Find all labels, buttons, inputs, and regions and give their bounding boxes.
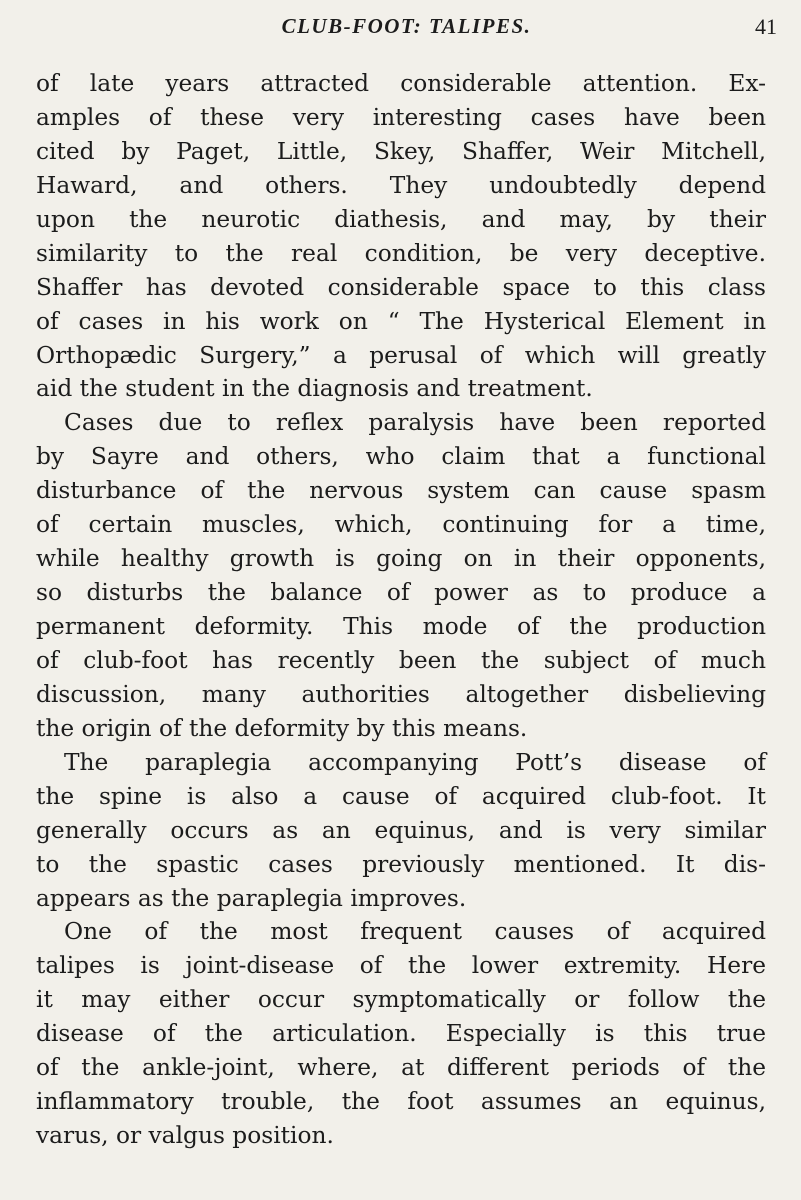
text-line: of cases in his work on “ The Hysterical Element in	[36, 307, 766, 335]
text-line: the origin of the deformity by this means.	[36, 714, 528, 742]
text-line: it may either occur symptomatically or follow the	[36, 986, 766, 1014]
text-line: Haward, and others. They undoubtedly depend	[36, 171, 766, 199]
text-line: The paraplegia accompanying Pott’s disease of	[64, 748, 766, 776]
text-line: varus, or valgus position.	[36, 1122, 334, 1150]
text-line: so disturbs the balance of power as to produce a	[36, 579, 766, 607]
text-line: Orthopædic Surgery,” a perusal of which will greatly	[36, 341, 766, 369]
running-head	[36, 14, 777, 44]
text-line: Shaffer has devoted considerable space to this class	[36, 273, 766, 301]
paragraph	[36, 67, 766, 406]
text-line: discussion, many authorities altogether disbelieving	[36, 680, 766, 708]
text-line: permanent deformity. This mode of the production	[36, 613, 766, 640]
body-text	[36, 67, 766, 1153]
text-line: of certain muscles, which, continuing for a time,	[36, 511, 766, 539]
text-line: of the ankle-joint, where, at different periods of the	[36, 1054, 766, 1082]
text-line: One of the most frequent causes of acquired	[64, 918, 766, 946]
page-number: 41	[755, 14, 777, 39]
text-line: inflammatory trouble, the foot assumes an equinus,	[36, 1088, 766, 1116]
text-line: amples of these very interesting cases have been	[36, 103, 766, 131]
text-line: of club-foot has recently been the subject of much	[36, 646, 766, 674]
text-line: aid the student in the diagnosis and treatment.	[36, 375, 593, 403]
text-line: disturbance of the nervous system can cause spasm	[36, 477, 766, 505]
text-line: to the spastic cases previously mentioned. It dis-	[36, 850, 766, 878]
text-line: similarity to the real condition, be very deceptive.	[36, 239, 766, 267]
text-line: appears as the paraplegia improves.	[36, 884, 467, 912]
paragraph	[36, 746, 766, 916]
text-line: the spine is also a cause of acquired club-foot. It	[36, 782, 766, 810]
text-line: cited by Paget, Little, Skey, Shaffer, Weir Mitchell,	[36, 137, 766, 165]
text-line: generally occurs as an equinus, and is very similar	[36, 816, 766, 844]
running-title: CLUB-FOOT: TALIPES.	[281, 14, 532, 38]
paragraph	[36, 406, 766, 745]
text-line: of late years attracted considerable attention. Ex-	[36, 70, 766, 97]
text-line: talipes is joint-disease of the lower extremity. Here	[36, 952, 766, 980]
text-line: upon the neurotic diathesis, and may, by their	[36, 205, 766, 233]
text-line: while healthy growth is going on in their opponents,	[36, 545, 766, 573]
text-line: Cases due to reflex paralysis have been reported	[64, 409, 766, 437]
text-line: disease of the articulation. Especially is this true	[36, 1020, 766, 1048]
text-line: by Sayre and others, who claim that a functional	[36, 443, 766, 471]
paragraph	[36, 915, 766, 1153]
